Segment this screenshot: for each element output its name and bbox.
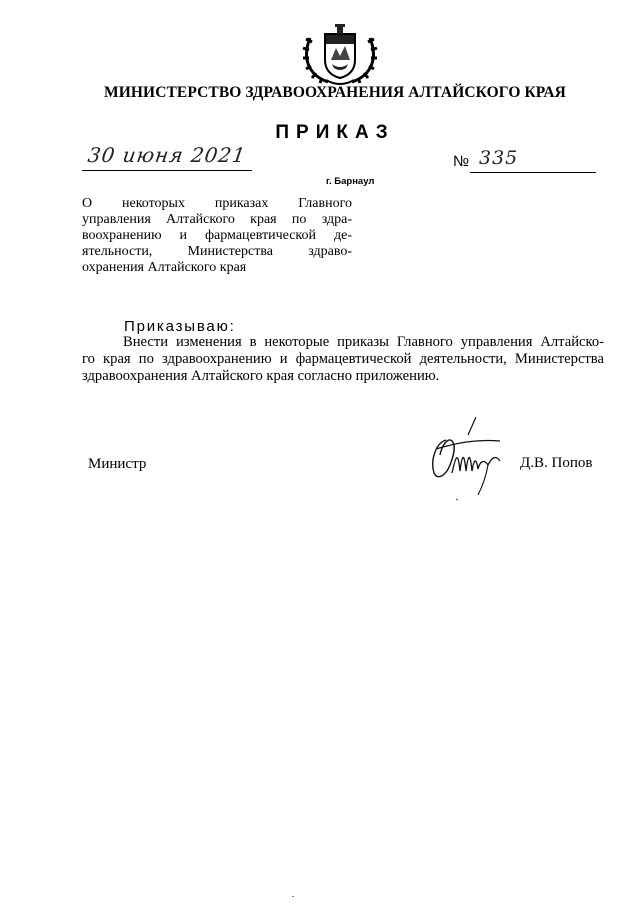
body-line: здравоохранения Алтайского края согласно приложению.: [82, 368, 440, 384]
scan-artifact: [292, 896, 294, 897]
subject-line: управления Алтайского края по здра-: [82, 212, 352, 227]
ministry-name: МИНИСТЕРСТВО ЗДРАВООХРАНЕНИЯ АЛТАЙСКОГО КРАЯ: [104, 84, 566, 101]
body-line: Внести изменения в некоторые приказы Главного управления Алтайско-: [123, 334, 604, 350]
number-sign: №: [453, 153, 470, 170]
handwritten-signature: [416, 415, 516, 505]
subject-line: воохранению и фармацевтической де-: [82, 228, 352, 243]
subject-block: [82, 196, 352, 276]
coat-of-arms-emblem: [298, 20, 382, 88]
handwritten-date: 30 июня 2021: [86, 143, 248, 167]
order-word: Приказываю:: [124, 318, 236, 335]
signatory-title: Министр: [88, 456, 147, 472]
subject-line: ятельности, Министерства здраво-: [82, 244, 352, 259]
body-line: го края по здравоохранению и фармацевтической деятельности, Министерства: [82, 351, 604, 367]
document-title: ПРИКАЗ: [275, 122, 395, 143]
date-underline: [82, 170, 252, 171]
city-label: г. Барнаул: [326, 176, 375, 187]
number-underline: [470, 172, 596, 173]
signatory-name: Д.В. Попов: [520, 455, 593, 471]
order-body: [82, 334, 604, 385]
subject-line: охранения Алтайского края: [82, 260, 247, 275]
subject-line: О некоторых приказах Главного: [82, 196, 352, 211]
handwritten-number: 335: [479, 147, 519, 169]
